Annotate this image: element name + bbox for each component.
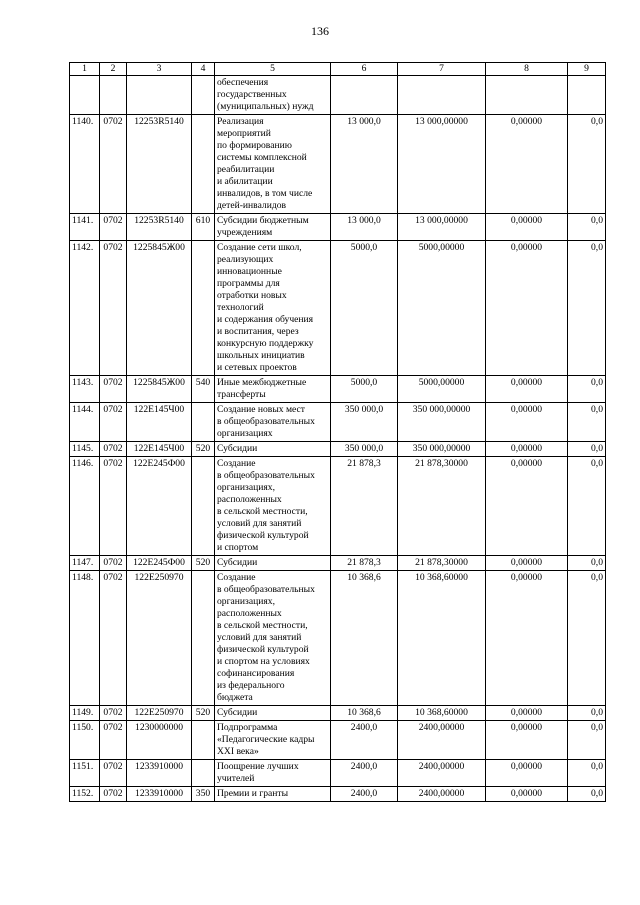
- expense-type-cell: [192, 241, 215, 376]
- section-code-cell: 0702: [100, 457, 127, 556]
- table-row: [70, 115, 606, 214]
- approved-amount-cell: 13 000,00000: [398, 214, 486, 241]
- planned-amount-cell: 13 000,0: [331, 214, 398, 241]
- target-article-cell: 1233910000: [127, 760, 192, 787]
- item-name-cell: Субсидии бюджетным учреждениям: [215, 214, 331, 241]
- executed-amount-cell: 0,00000: [486, 760, 568, 787]
- section-code-cell: 0702: [100, 214, 127, 241]
- table-row: [70, 376, 606, 403]
- percent-cell: 0,0: [568, 706, 606, 721]
- row-number-cell: 1152.: [70, 787, 100, 802]
- row-number-cell: 1141.: [70, 214, 100, 241]
- table-row: [70, 457, 606, 556]
- executed-amount-cell: 0,00000: [486, 376, 568, 403]
- header-cell: 5: [215, 63, 331, 76]
- executed-amount-cell: 0,00000: [486, 241, 568, 376]
- section-code-cell: 0702: [100, 760, 127, 787]
- planned-amount-cell: 21 878,3: [331, 556, 398, 571]
- target-article-cell: 12253R5140: [127, 115, 192, 214]
- approved-amount-cell: 2400,00000: [398, 760, 486, 787]
- row-number-cell: 1147.: [70, 556, 100, 571]
- item-name-cell: Субсидии: [215, 556, 331, 571]
- item-name-cell: Подпрограмма «Педагогические кадры XXI века»: [215, 721, 331, 760]
- percent-cell: 0,0: [568, 571, 606, 706]
- item-name-cell: Премии и гранты: [215, 787, 331, 802]
- table-body: [70, 76, 606, 802]
- planned-amount-cell: 350 000,0: [331, 442, 398, 457]
- approved-amount-cell: 21 878,30000: [398, 556, 486, 571]
- planned-amount-cell: 2400,0: [331, 721, 398, 760]
- header-row: [70, 63, 606, 76]
- executed-amount-cell: [486, 76, 568, 115]
- row-number-cell: 1148.: [70, 571, 100, 706]
- approved-amount-cell: 21 878,30000: [398, 457, 486, 556]
- target-article-cell: 1225845Ж00: [127, 241, 192, 376]
- table-row: [70, 787, 606, 802]
- planned-amount-cell: 5000,0: [331, 241, 398, 376]
- table-header: [70, 63, 606, 76]
- row-number-cell: 1144.: [70, 403, 100, 442]
- approved-amount-cell: 2400,00000: [398, 721, 486, 760]
- percent-cell: 0,0: [568, 403, 606, 442]
- item-name-cell: обеспечения государственных (муниципальных) нужд: [215, 76, 331, 115]
- percent-cell: 0,0: [568, 376, 606, 403]
- approved-amount-cell: [398, 76, 486, 115]
- executed-amount-cell: 0,00000: [486, 556, 568, 571]
- planned-amount-cell: 21 878,3: [331, 457, 398, 556]
- percent-cell: 0,0: [568, 457, 606, 556]
- row-number-cell: 1146.: [70, 457, 100, 556]
- table-row: [70, 706, 606, 721]
- percent-cell: 0,0: [568, 721, 606, 760]
- expense-type-cell: 520: [192, 706, 215, 721]
- row-number-cell: 1149.: [70, 706, 100, 721]
- item-name-cell: Поощрение лучших учителей: [215, 760, 331, 787]
- planned-amount-cell: 10 368,6: [331, 706, 398, 721]
- planned-amount-cell: 5000,0: [331, 376, 398, 403]
- item-name-cell: Иные межбюджетные трансферты: [215, 376, 331, 403]
- expense-type-cell: 520: [192, 556, 215, 571]
- approved-amount-cell: 350 000,00000: [398, 442, 486, 457]
- planned-amount-cell: 2400,0: [331, 787, 398, 802]
- target-article-cell: [127, 76, 192, 115]
- row-number-cell: 1142.: [70, 241, 100, 376]
- row-number-cell: 1140.: [70, 115, 100, 214]
- item-name-cell: Субсидии: [215, 442, 331, 457]
- expense-type-cell: [192, 115, 215, 214]
- section-code-cell: 0702: [100, 706, 127, 721]
- table-row: [70, 556, 606, 571]
- header-cell: 1: [70, 63, 100, 76]
- approved-amount-cell: 10 368,60000: [398, 571, 486, 706]
- target-article-cell: 12253R5140: [127, 214, 192, 241]
- section-code-cell: 0702: [100, 571, 127, 706]
- planned-amount-cell: 13 000,0: [331, 115, 398, 214]
- percent-cell: [568, 76, 606, 115]
- item-name-cell: Создание сети школ, реализующих инновационные программы для отработки новых технологий и содержания обучения и воспитания, через конкурсную поддержку школьных инициатив и сетевых проектов: [215, 241, 331, 376]
- table-row: [70, 760, 606, 787]
- page-number: 136: [311, 24, 329, 38]
- header-cell: 3: [127, 63, 192, 76]
- budget-table: [69, 62, 606, 802]
- expense-type-cell: 520: [192, 442, 215, 457]
- header-cell: 9: [568, 63, 606, 76]
- expense-type-cell: [192, 760, 215, 787]
- approved-amount-cell: 13 000,00000: [398, 115, 486, 214]
- section-code-cell: 0702: [100, 115, 127, 214]
- item-name-cell: Реализация мероприятий по формированию системы комплексной реабилитации и абилитации инвалидов, в том числе детей-инвалидов: [215, 115, 331, 214]
- expense-type-cell: [192, 571, 215, 706]
- section-code-cell: 0702: [100, 403, 127, 442]
- target-article-cell: 122E145Ч00: [127, 442, 192, 457]
- approved-amount-cell: 2400,00000: [398, 787, 486, 802]
- executed-amount-cell: 0,00000: [486, 442, 568, 457]
- target-article-cell: 1233910000: [127, 787, 192, 802]
- header-cell: 7: [398, 63, 486, 76]
- item-name-cell: Субсидии: [215, 706, 331, 721]
- executed-amount-cell: 0,00000: [486, 721, 568, 760]
- section-code-cell: [100, 76, 127, 115]
- planned-amount-cell: 10 368,6: [331, 571, 398, 706]
- table-row: [70, 76, 606, 115]
- section-code-cell: 0702: [100, 787, 127, 802]
- percent-cell: 0,0: [568, 787, 606, 802]
- expense-type-cell: [192, 721, 215, 760]
- table-row: [70, 403, 606, 442]
- row-number-cell: 1143.: [70, 376, 100, 403]
- target-article-cell: 1230000000: [127, 721, 192, 760]
- approved-amount-cell: 5000,00000: [398, 241, 486, 376]
- percent-cell: 0,0: [568, 214, 606, 241]
- percent-cell: 0,0: [568, 241, 606, 376]
- planned-amount-cell: [331, 76, 398, 115]
- percent-cell: 0,0: [568, 115, 606, 214]
- executed-amount-cell: 0,00000: [486, 787, 568, 802]
- executed-amount-cell: 0,00000: [486, 403, 568, 442]
- section-code-cell: 0702: [100, 241, 127, 376]
- table-row: [70, 214, 606, 241]
- approved-amount-cell: 10 368,60000: [398, 706, 486, 721]
- percent-cell: 0,0: [568, 556, 606, 571]
- row-number-cell: 1145.: [70, 442, 100, 457]
- item-name-cell: Создание новых мест в общеобразовательных организациях: [215, 403, 331, 442]
- expense-type-cell: [192, 403, 215, 442]
- executed-amount-cell: 0,00000: [486, 571, 568, 706]
- executed-amount-cell: 0,00000: [486, 214, 568, 241]
- section-code-cell: 0702: [100, 556, 127, 571]
- expense-type-cell: 540: [192, 376, 215, 403]
- row-number-cell: 1150.: [70, 721, 100, 760]
- planned-amount-cell: 350 000,0: [331, 403, 398, 442]
- row-number-cell: [70, 76, 100, 115]
- expense-type-cell: [192, 457, 215, 556]
- approved-amount-cell: 350 000,00000: [398, 403, 486, 442]
- expense-type-cell: 350: [192, 787, 215, 802]
- header-cell: 2: [100, 63, 127, 76]
- table-row: [70, 721, 606, 760]
- percent-cell: 0,0: [568, 760, 606, 787]
- table-row: [70, 442, 606, 457]
- target-article-cell: 122E245Ф00: [127, 556, 192, 571]
- table-row: [70, 571, 606, 706]
- table-row: [70, 241, 606, 376]
- row-number-cell: 1151.: [70, 760, 100, 787]
- section-code-cell: 0702: [100, 442, 127, 457]
- executed-amount-cell: 0,00000: [486, 115, 568, 214]
- section-code-cell: 0702: [100, 376, 127, 403]
- planned-amount-cell: 2400,0: [331, 760, 398, 787]
- executed-amount-cell: 0,00000: [486, 706, 568, 721]
- percent-cell: 0,0: [568, 442, 606, 457]
- target-article-cell: 122E245Ф00: [127, 457, 192, 556]
- section-code-cell: 0702: [100, 721, 127, 760]
- target-article-cell: 122E250970: [127, 706, 192, 721]
- item-name-cell: Создание в общеобразовательных организациях, расположенных в сельской местности, условий для занятий физической культурой и спортом: [215, 457, 331, 556]
- item-name-cell: Создание в общеобразовательных организациях, расположенных в сельской местности, условий для занятий физической культурой и спортом на условиях софинансирования из федерального бюджета: [215, 571, 331, 706]
- target-article-cell: 122E145Ч00: [127, 403, 192, 442]
- approved-amount-cell: 5000,00000: [398, 376, 486, 403]
- target-article-cell: 1225845Ж00: [127, 376, 192, 403]
- target-article-cell: 122E250970: [127, 571, 192, 706]
- expense-type-cell: [192, 76, 215, 115]
- header-cell: 8: [486, 63, 568, 76]
- executed-amount-cell: 0,00000: [486, 457, 568, 556]
- header-cell: 6: [331, 63, 398, 76]
- header-cell: 4: [192, 63, 215, 76]
- expense-type-cell: 610: [192, 214, 215, 241]
